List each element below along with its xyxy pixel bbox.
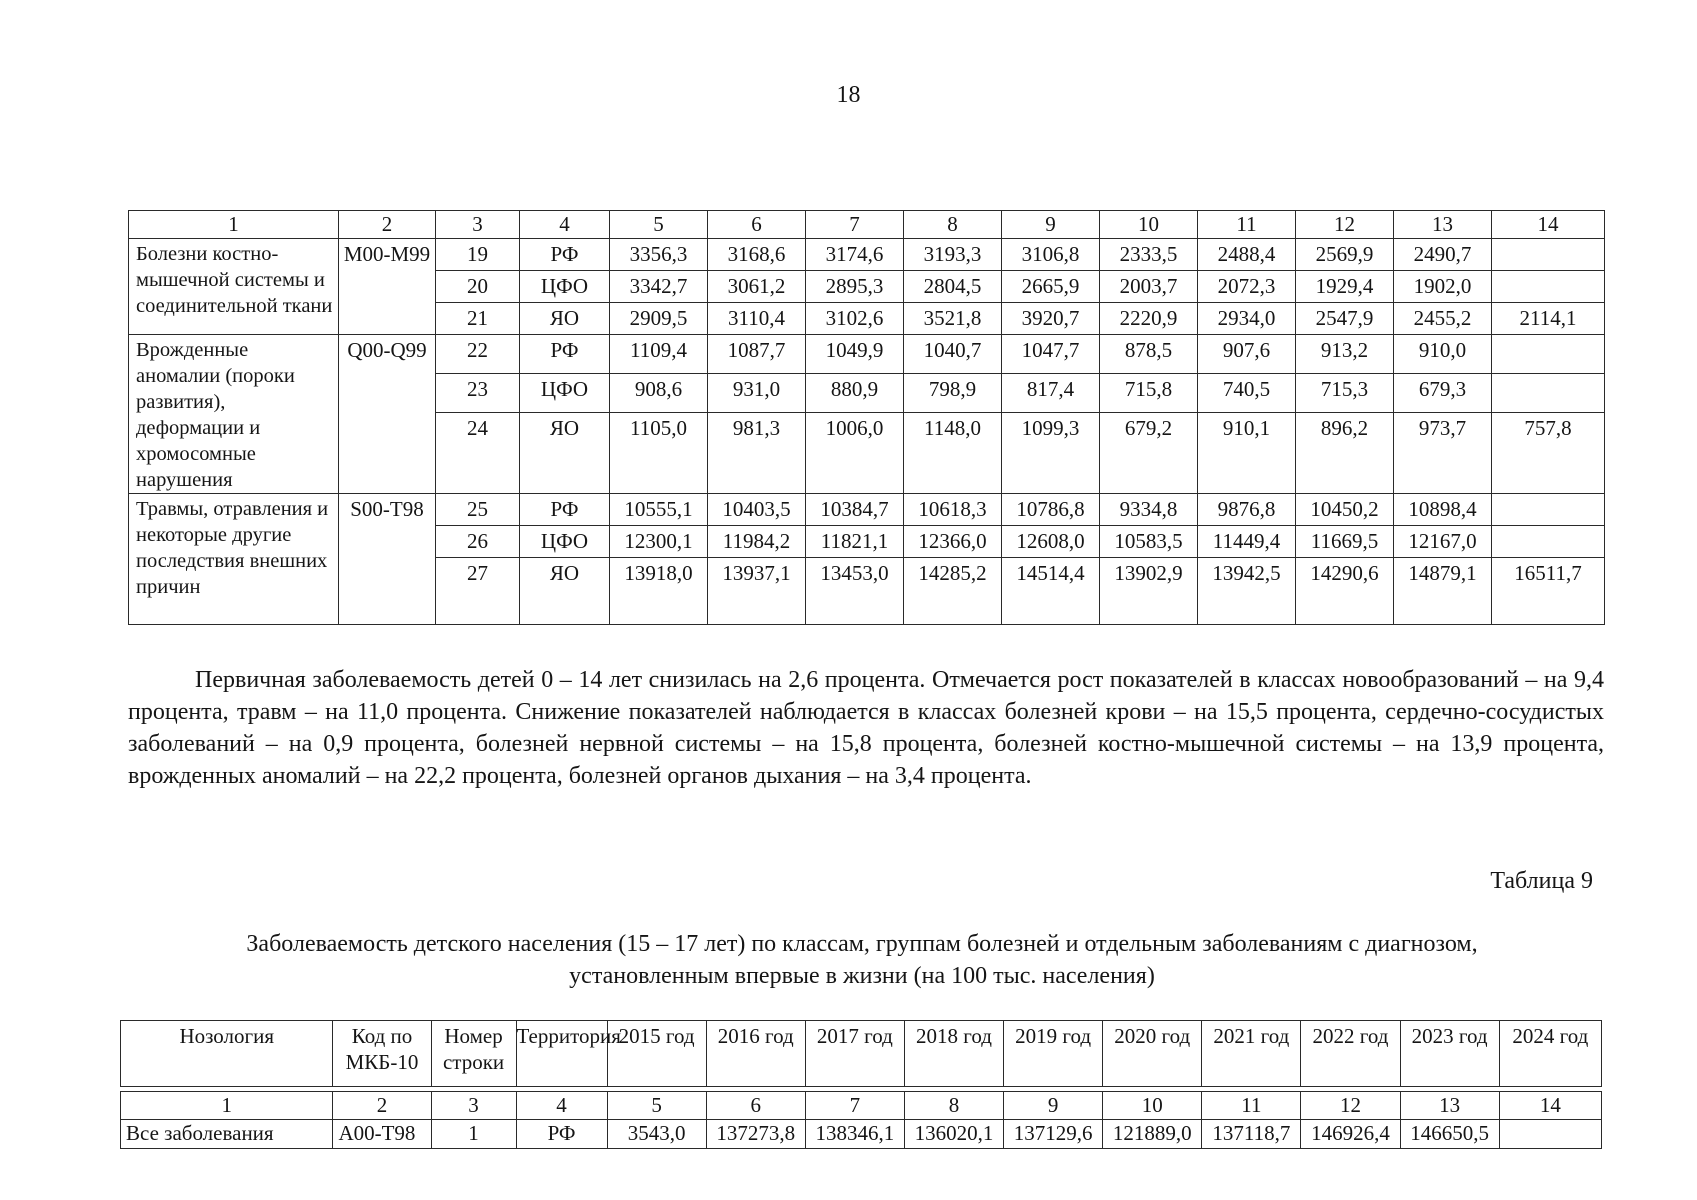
value-cell: 2333,5 [1100, 239, 1198, 271]
value-cell: 12366,0 [904, 526, 1002, 558]
territory-cell: ЦФО [520, 271, 610, 303]
row-number-cell: 1 [431, 1120, 516, 1149]
value-cell: 798,9 [904, 373, 1002, 412]
value-cell: 13453,0 [806, 558, 904, 625]
value-cell: 715,3 [1296, 373, 1394, 412]
value-cell: 13937,1 [708, 558, 806, 625]
column-number: 14 [1499, 1092, 1601, 1120]
value-cell: 973,7 [1394, 412, 1492, 493]
column-header: Нозология [121, 1021, 333, 1087]
value-cell: 757,8 [1492, 412, 1605, 493]
territory-cell: РФ [520, 335, 610, 374]
nosology-cell: Все заболевания [121, 1120, 333, 1149]
value-cell: 1040,7 [904, 335, 1002, 374]
value-cell: 2804,5 [904, 271, 1002, 303]
row-number-cell: 20 [436, 271, 520, 303]
value-cell: 2665,9 [1002, 271, 1100, 303]
column-number: 12 [1296, 211, 1394, 239]
column-number: 11 [1198, 211, 1296, 239]
value-cell: 1099,3 [1002, 412, 1100, 493]
value-cell: 3543,0 [607, 1120, 706, 1149]
column-number: 1 [129, 211, 339, 239]
column-header: Номер строки [431, 1021, 516, 1087]
value-cell: 11984,2 [708, 526, 806, 558]
table-row [129, 239, 1605, 271]
row-number-cell: 27 [436, 558, 520, 625]
value-cell: 2934,0 [1198, 303, 1296, 335]
value-cell: 14514,4 [1002, 558, 1100, 625]
value-cell: 1006,0 [806, 412, 904, 493]
value-cell: 3521,8 [904, 303, 1002, 335]
value-cell: 3920,7 [1002, 303, 1100, 335]
column-number: 7 [805, 1092, 904, 1120]
value-cell: 14879,1 [1394, 558, 1492, 625]
value-cell: 931,0 [708, 373, 806, 412]
column-header: 2020 год [1103, 1021, 1202, 1087]
table-row [121, 1120, 1602, 1149]
column-header: 2022 год [1301, 1021, 1400, 1087]
value-cell: 715,8 [1100, 373, 1198, 412]
value-cell: 1087,7 [708, 335, 806, 374]
value-cell [1492, 271, 1605, 303]
value-cell: 16511,7 [1492, 558, 1605, 625]
value-cell: 10555,1 [610, 494, 708, 526]
value-cell: 1929,4 [1296, 271, 1394, 303]
value-cell: 12167,0 [1394, 526, 1492, 558]
territory-cell: ЦФО [520, 373, 610, 412]
value-cell: 907,6 [1198, 335, 1296, 374]
column-number: 9 [1004, 1092, 1103, 1120]
territory-cell: ЯО [520, 303, 610, 335]
value-cell: 137129,6 [1004, 1120, 1103, 1149]
value-cell [1492, 494, 1605, 526]
table-continuation [128, 210, 1605, 625]
row-number-cell: 22 [436, 335, 520, 374]
territory-cell: РФ [520, 239, 610, 271]
value-cell: 880,9 [806, 373, 904, 412]
value-cell: 679,2 [1100, 412, 1198, 493]
value-cell: 10403,5 [708, 494, 806, 526]
table-row [129, 335, 1605, 374]
value-cell: 121889,0 [1103, 1120, 1202, 1149]
column-number-row [129, 211, 1605, 239]
value-cell: 3106,8 [1002, 239, 1100, 271]
column-number: 7 [806, 211, 904, 239]
value-cell: 12300,1 [610, 526, 708, 558]
icd-code-cell: M00-​M99 [339, 239, 436, 335]
value-cell: 2455,2 [1394, 303, 1492, 335]
value-cell: 3342,7 [610, 271, 708, 303]
value-cell: 981,3 [708, 412, 806, 493]
value-cell: 1049,9 [806, 335, 904, 374]
value-cell: 10450,2 [1296, 494, 1394, 526]
icd-code-cell: Q00-​Q99 [339, 335, 436, 494]
table-9 [120, 1020, 1602, 1149]
value-cell [1492, 526, 1605, 558]
table-number: Таблица 9 [1490, 868, 1593, 894]
row-number-cell: 24 [436, 412, 520, 493]
value-cell: 913,2 [1296, 335, 1394, 374]
value-cell: 13942,5 [1198, 558, 1296, 625]
value-cell: 9876,8 [1198, 494, 1296, 526]
value-cell: 11669,5 [1296, 526, 1394, 558]
table-caption [120, 928, 1604, 992]
territory-cell: РФ [520, 494, 610, 526]
caption-line-2: установленным впервые в жизни (на 100 тыс. населения) [569, 963, 1155, 989]
value-cell: 910,1 [1198, 412, 1296, 493]
caption-line-1: Заболеваемость детского населения (15 – 17 лет) по классам, группам болезней и отдельным заболеваниям с диагнозом, [246, 931, 1478, 957]
column-number: 5 [607, 1092, 706, 1120]
value-cell: 1148,0 [904, 412, 1002, 493]
value-cell: 3193,3 [904, 239, 1002, 271]
column-number: 6 [706, 1092, 805, 1120]
value-cell: 2114,1 [1492, 303, 1605, 335]
row-number-cell: 21 [436, 303, 520, 335]
column-header: 2016 год [706, 1021, 805, 1087]
column-header: 2021 год [1202, 1021, 1301, 1087]
value-cell: 2895,3 [806, 271, 904, 303]
value-cell: 1105,0 [610, 412, 708, 493]
value-cell [1492, 373, 1605, 412]
value-cell: 10583,5 [1100, 526, 1198, 558]
value-cell: 740,5 [1198, 373, 1296, 412]
value-cell [1492, 335, 1605, 374]
page-number: 18 [836, 82, 861, 108]
column-number: 9 [1002, 211, 1100, 239]
column-number: 2 [333, 1092, 431, 1120]
column-number: 2 [339, 211, 436, 239]
territory-cell: РФ [516, 1120, 607, 1149]
column-number: 10 [1100, 211, 1198, 239]
value-cell [1492, 239, 1605, 271]
value-cell: 146926,4 [1301, 1120, 1400, 1149]
value-cell: 10786,8 [1002, 494, 1100, 526]
column-number: 4 [516, 1092, 607, 1120]
value-cell: 1902,0 [1394, 271, 1492, 303]
value-cell: 2072,3 [1198, 271, 1296, 303]
column-number: 13 [1400, 1092, 1499, 1120]
table-row [129, 494, 1605, 526]
value-cell: 2547,9 [1296, 303, 1394, 335]
row-number-cell: 19 [436, 239, 520, 271]
column-header: 2017 год [805, 1021, 904, 1087]
value-cell: 14285,2 [904, 558, 1002, 625]
value-cell: 13902,9 [1100, 558, 1198, 625]
column-header: 2024 год [1499, 1021, 1601, 1087]
value-cell: 3174,6 [806, 239, 904, 271]
value-cell: 14290,6 [1296, 558, 1394, 625]
value-cell: 3168,6 [708, 239, 806, 271]
territory-cell: ЦФО [520, 526, 610, 558]
row-number-cell: 25 [436, 494, 520, 526]
column-number: 13 [1394, 211, 1492, 239]
column-header: 2015 год [607, 1021, 706, 1087]
nosology-cell: Травмы, отравления и некоторые другие последствия внешних причин [129, 494, 339, 625]
value-cell: 137273,8 [706, 1120, 805, 1149]
column-number: 3 [436, 211, 520, 239]
value-cell: 2003,7 [1100, 271, 1198, 303]
value-cell: 10898,4 [1394, 494, 1492, 526]
icd-code-cell: A00-T98 [333, 1120, 431, 1149]
column-number: 14 [1492, 211, 1605, 239]
value-cell: 2220,9 [1100, 303, 1198, 335]
value-cell: 12608,0 [1002, 526, 1100, 558]
column-header: 2019 год [1004, 1021, 1103, 1087]
row-number-cell: 23 [436, 373, 520, 412]
column-number: 1 [121, 1092, 333, 1120]
value-cell: 11449,4 [1198, 526, 1296, 558]
column-header: Территория [516, 1021, 607, 1087]
column-header: 2018 год [904, 1021, 1003, 1087]
nosology-cell: Болезни костно-мышечной системы и соединительной ткани [129, 239, 339, 335]
value-cell: 3110,4 [708, 303, 806, 335]
column-header: Код по МКБ-10 [333, 1021, 431, 1087]
row-number-cell: 26 [436, 526, 520, 558]
territory-cell: ЯО [520, 558, 610, 625]
nosology-cell: Врожденные аномалии (пороки развития), деформации и хромосомные нарушения [129, 335, 339, 494]
value-cell: 136020,1 [904, 1120, 1003, 1149]
column-number: 3 [431, 1092, 516, 1120]
value-cell: 10384,7 [806, 494, 904, 526]
column-number: 4 [520, 211, 610, 239]
value-cell: 3061,2 [708, 271, 806, 303]
value-cell: 137118,7 [1202, 1120, 1301, 1149]
value-cell [1499, 1120, 1601, 1149]
value-cell: 817,4 [1002, 373, 1100, 412]
value-cell: 146650,5 [1400, 1120, 1499, 1149]
value-cell: 11821,1 [806, 526, 904, 558]
territory-cell: ЯО [520, 412, 610, 493]
value-cell: 908,6 [610, 373, 708, 412]
value-cell: 910,0 [1394, 335, 1492, 374]
column-number: 11 [1202, 1092, 1301, 1120]
value-cell: 2569,9 [1296, 239, 1394, 271]
value-cell: 2488,4 [1198, 239, 1296, 271]
column-number: 10 [1103, 1092, 1202, 1120]
value-cell: 3356,3 [610, 239, 708, 271]
value-cell: 878,5 [1100, 335, 1198, 374]
value-cell: 2490,7 [1394, 239, 1492, 271]
value-cell: 9334,8 [1100, 494, 1198, 526]
value-cell: 3102,6 [806, 303, 904, 335]
icd-code-cell: S00-​T98 [339, 494, 436, 625]
value-cell: 138346,1 [805, 1120, 904, 1149]
body-paragraph: Первичная заболеваемость детей 0 – 14 лет снизилась на 2,6 процента. Отмечается рост показателей в классах новообразований – на 9,4 процента, травм – на 11,0 процента. Снижение показателей наблюдается в классах болезней крови – на 15,5 процента, сердечно-сосудистых заболеваний – на 0,9 процента, болезней нервной системы – на 15,8 процента, болезней костно-мышечной системы – на 13,9 процента, врожденных аномалий – на 22,2 процента, болезней органов дыхания – на 3,4 процента. [128, 667, 1604, 789]
column-number: 5 [610, 211, 708, 239]
value-cell: 896,2 [1296, 412, 1394, 493]
column-number-row [121, 1092, 1602, 1120]
value-cell: 2909,5 [610, 303, 708, 335]
value-cell: 13918,0 [610, 558, 708, 625]
value-cell: 10618,3 [904, 494, 1002, 526]
column-number: 8 [904, 211, 1002, 239]
column-number: 6 [708, 211, 806, 239]
value-cell: 679,3 [1394, 373, 1492, 412]
header-row [121, 1021, 1602, 1087]
value-cell: 1047,7 [1002, 335, 1100, 374]
value-cell: 1109,4 [610, 335, 708, 374]
column-header: 2023 год [1400, 1021, 1499, 1087]
column-number: 12 [1301, 1092, 1400, 1120]
column-number: 8 [904, 1092, 1003, 1120]
